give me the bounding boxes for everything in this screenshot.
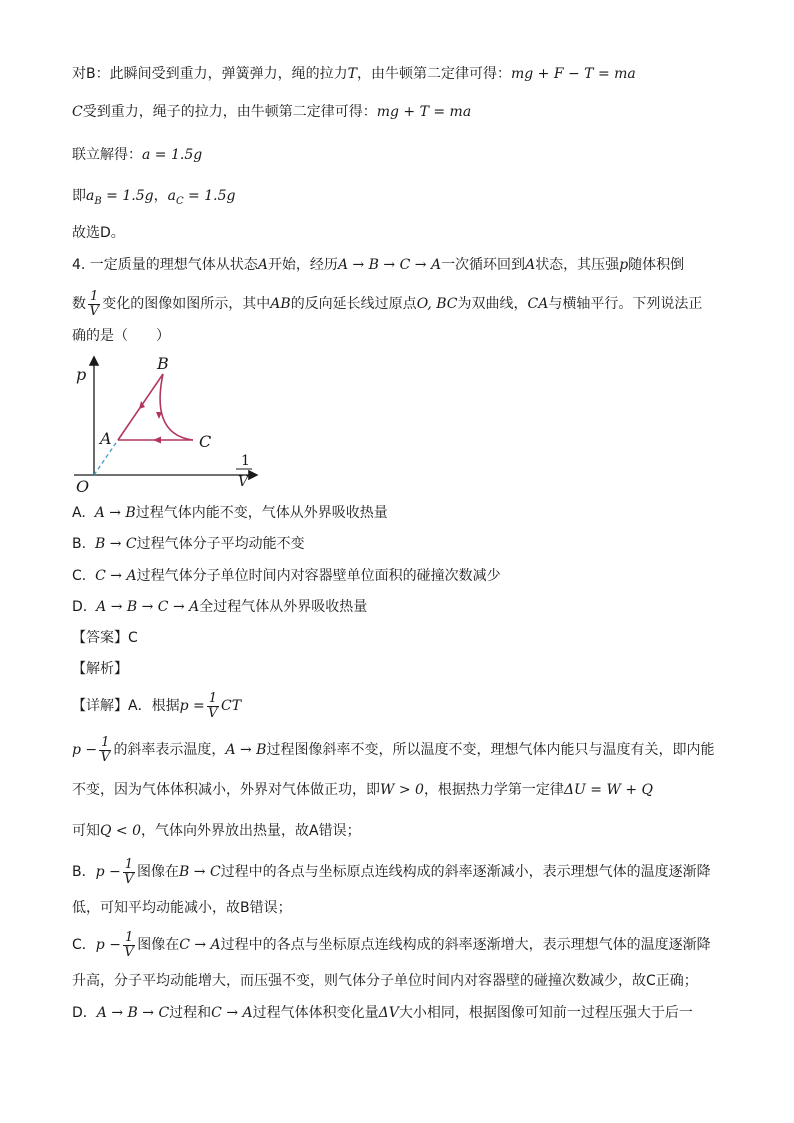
arrow-ca-icon	[153, 437, 161, 444]
equation: = 1.5g	[101, 188, 154, 204]
fraction	[123, 858, 135, 887]
text: 图像在	[137, 864, 180, 880]
text: 【答案】C	[72, 630, 138, 646]
math: C → A	[95, 568, 137, 584]
text-line	[72, 145, 202, 165]
numerator: 1	[90, 288, 99, 304]
text: 一次循环回到	[441, 257, 526, 273]
text-line	[72, 186, 235, 212]
denominator: V	[124, 871, 134, 887]
text: 过程气体体积变化量	[252, 1005, 379, 1021]
equation: W > 0	[380, 782, 424, 798]
text: 受到重力，绳子的拉力，由牛顿第二定律可得：	[82, 104, 377, 120]
math: a	[86, 188, 95, 204]
origin-label: O	[76, 477, 90, 496]
text-line	[72, 971, 698, 991]
option-label: D.	[72, 599, 88, 615]
math: CA	[527, 296, 549, 312]
equation: p −	[95, 937, 121, 953]
numerator: 1	[208, 690, 218, 706]
math: B → C	[179, 864, 221, 880]
equation: a = 1.5g	[142, 147, 203, 163]
equation: p −	[95, 864, 121, 880]
question-line	[72, 288, 702, 320]
text: 大小相同，根据图像可知前一过程压强大于后一	[398, 1005, 693, 1021]
math: C → A	[211, 1005, 253, 1021]
text: 过程气体分子单位时间内对容器壁单位面积的碰撞次数减少	[136, 568, 501, 584]
point-b-label: B	[157, 354, 169, 373]
option-label: C.	[72, 568, 87, 584]
text-line	[72, 64, 636, 84]
math: AB	[270, 296, 291, 312]
text-line	[72, 821, 361, 841]
point-a-label: A	[100, 429, 112, 448]
text-line	[72, 690, 241, 722]
math: A → B → C	[96, 1005, 170, 1021]
text: 状态，其压强	[535, 257, 620, 273]
text: 过程气体内能不变，气体从外界吸收热量	[135, 505, 388, 521]
text: 变化的图像如图所示，其中	[102, 296, 271, 312]
math: T	[347, 66, 357, 82]
equation: = 1.5g	[183, 188, 236, 204]
text: 即	[72, 188, 86, 204]
option-label: B.	[72, 536, 87, 552]
text-line	[72, 780, 653, 800]
text-line	[72, 929, 711, 961]
text: 与横轴平行。下列说法正	[548, 296, 703, 312]
text: ，	[153, 188, 168, 204]
fraction	[88, 290, 100, 319]
equation: Q < 0	[100, 823, 142, 839]
numerator: 1	[101, 734, 110, 750]
text: 联立解得：	[72, 147, 142, 163]
text: 过程图像斜率不变，所以温度不变，理想气体内能只与温度有关，即内能	[266, 742, 715, 758]
math: B → C	[94, 536, 137, 552]
subscript: B	[94, 195, 102, 207]
text: 数	[72, 296, 86, 312]
text: 【解析】	[72, 661, 128, 677]
text: 图像在	[137, 937, 180, 953]
equation: CT	[221, 698, 242, 714]
math: C	[72, 104, 83, 120]
numerator: 1	[124, 856, 134, 872]
text-line	[72, 856, 711, 888]
option-a	[72, 503, 388, 523]
analysis-heading	[72, 659, 128, 679]
text: B．	[72, 864, 96, 880]
math: A → B	[225, 742, 267, 758]
option-b	[72, 534, 305, 554]
arrow-bc-icon	[156, 412, 162, 419]
text: ，由牛顿第二定律可得：	[356, 66, 511, 82]
equation: p −	[72, 742, 98, 758]
text-line	[72, 734, 714, 766]
text: 全过程气体从外界吸收热量	[199, 599, 368, 615]
text: 过程气体分子平均动能不变	[136, 536, 305, 552]
fraction	[99, 736, 111, 765]
text: 4. 一定质量的理想气体从状态	[72, 257, 258, 273]
text: 开始，经历	[267, 257, 338, 273]
option-d	[72, 597, 367, 617]
denominator: V	[100, 749, 110, 765]
text: 过程和	[169, 1005, 212, 1021]
fraction	[123, 931, 135, 960]
equation: p =	[179, 698, 205, 714]
text: 的斜率表示温度，	[113, 742, 226, 758]
text: 故选D。	[72, 225, 125, 241]
math: O, BC	[416, 296, 458, 312]
answer-heading	[72, 628, 138, 648]
text: C．	[72, 937, 96, 953]
text-line	[72, 1003, 693, 1023]
text: 低，可知平均动能减小，故B错误；	[72, 900, 292, 916]
option-c	[72, 566, 501, 586]
subscript: C	[175, 195, 184, 207]
equation: mg + T = ma	[376, 104, 472, 120]
text: 【详解】A．根据	[72, 698, 180, 714]
axis-p-label: p	[76, 365, 87, 384]
curve-bc	[160, 374, 193, 440]
text: 确的是（ ）	[72, 328, 170, 344]
numerator: 1	[124, 929, 134, 945]
point-c-label: C	[199, 432, 212, 451]
math: A → B → C → A	[337, 257, 442, 273]
text: 过程中的各点与坐标原点连线构成的斜率逐渐增大，表示理想气体的温度逐渐降	[220, 937, 711, 953]
p-v-diagram	[68, 352, 268, 497]
fraction	[207, 692, 219, 721]
text-line	[72, 898, 292, 918]
equation: mg + F − T = ma	[510, 66, 636, 82]
equation: ΔU = W + Q	[563, 782, 653, 798]
denominator: V	[124, 944, 134, 960]
text: 为双曲线，	[457, 296, 528, 312]
axis-x-denominator: V	[238, 474, 249, 490]
denominator: V	[89, 303, 99, 319]
denominator: V	[208, 705, 218, 721]
math: C → A	[179, 937, 221, 953]
text: ，根据热力学第一定律	[423, 782, 564, 798]
question-line	[72, 326, 170, 346]
text: ，气体向外界放出热量，故A错误；	[141, 823, 361, 839]
option-label: A.	[72, 505, 86, 521]
math: p	[619, 257, 629, 273]
axis-x-numerator: 1	[241, 453, 250, 469]
text: 的反向延长线过原点	[290, 296, 417, 312]
text: 不变，因为气体体积减小，外界对气体做正功，即	[72, 782, 380, 798]
question-line	[72, 255, 684, 275]
text: 升高，分子平均动能增大，而压强不变，则气体分子单位时间内对容器壁的碰撞次数减少，故C正确；	[72, 973, 698, 989]
text-line	[72, 102, 471, 122]
text: 过程中的各点与坐标原点连线构成的斜率逐渐减小，表示理想气体的温度逐渐降	[220, 864, 711, 880]
text: D．	[72, 1005, 97, 1021]
text-line	[72, 223, 125, 243]
math: A → B → C → A	[96, 599, 200, 615]
text: 随体积倒	[628, 257, 685, 273]
math: A	[525, 257, 536, 273]
math: A	[257, 257, 268, 273]
text: 对B：此瞬间受到重力，弹簧弹力，绳的拉力	[72, 66, 348, 82]
math: a	[167, 188, 176, 204]
math: ΔV	[378, 1005, 399, 1021]
text: 可知	[72, 823, 100, 839]
math: A → B	[94, 505, 136, 521]
